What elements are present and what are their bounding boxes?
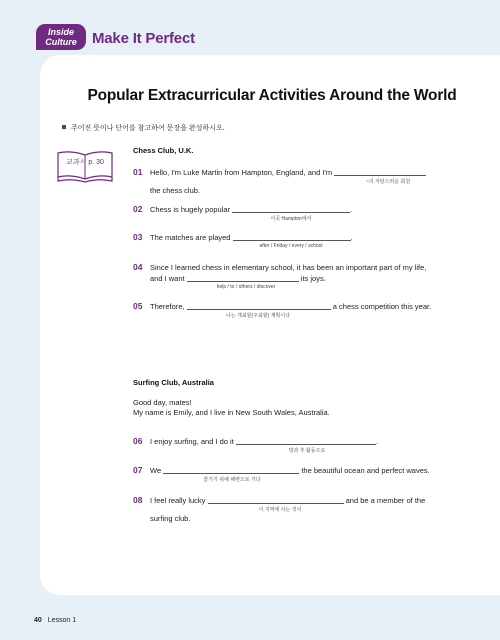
item-number: 03 [133,232,143,242]
worksheet-page [40,55,500,595]
item-05-text: Therefore, [150,302,185,311]
item-07-text: We [150,466,162,475]
surfing-club-title: Surfing Club, Australia [133,378,214,387]
top-bar [0,0,500,62]
chess-club-title: Chess Club, U.K. [133,146,194,155]
item-01-blank[interactable] [334,168,426,176]
item-04-hint: help / to / others / discover [216,284,276,290]
item-08-blank[interactable] [208,496,344,504]
item-04-text-b: and I want [150,274,185,283]
page-number: 40 [34,617,42,624]
bullet-square-icon [62,125,66,129]
inside-culture-badge [36,24,86,50]
item-01-line [150,168,426,177]
item-07-line [150,466,430,475]
item-04-continuation: its joys. [300,274,326,283]
item-02-text: Chess is hugely popular [150,205,231,214]
item-number: 02 [133,204,143,214]
intro-greeting: Good day, mates! [133,398,192,407]
item-05-line [150,302,431,311]
item-05-hint: 나는 개최할(주최할) 계획이다 [225,313,291,319]
open-book-icon [56,150,114,184]
item-04-blank[interactable] [187,274,299,282]
item-number: 07 [133,465,143,475]
item-01-text: Hello, I'm Luke Martin from Hampton, England, and I'm [150,168,333,177]
item-08-continuation-2: surfing club. [150,514,191,523]
textbook-reference [56,150,114,184]
item-05-blank[interactable] [187,302,331,310]
item-number: 04 [133,262,143,272]
textbook-page-label: 교과서 p. 30 [66,159,104,166]
item-03-text: The matches are played [150,233,231,242]
item-03-hint: after / Friday / every / school [259,243,323,249]
instruction-text: 주어진 뜻이나 단어를 참고하여 문장을 완성하시오. [71,125,225,132]
item-02-line [150,205,352,214]
item-03-line [150,233,353,242]
item-06-line [150,437,378,446]
item-04-line [150,274,326,283]
item-number: 01 [133,167,143,177]
item-03-blank[interactable] [233,233,351,241]
item-04-text: Since I learned chess in elementary school, it has been an important part of my life, [150,263,427,272]
item-08-hint: 이 지역에 사는 것이 [258,507,302,513]
item-07-blank[interactable] [163,466,299,474]
item-01-hint: ~의 자랑스러운 회원 [365,179,411,185]
item-06-period: . [375,437,378,446]
page-title: Popular Extracurricular Activities Around the World [87,87,457,104]
item-08-continuation: and be a member of the [345,496,426,505]
lesson-label: Lesson 1 [47,617,77,624]
item-02-blank[interactable] [232,205,353,214]
item-02-period: . [350,205,353,214]
item-03-period: . [350,233,353,242]
badge-line-1: Inside [47,27,74,37]
page-footer [34,617,76,624]
item-07-hint: 즐기기 위해 해변으로 가다 [203,477,261,483]
section-header-title: Make It Perfect [92,30,195,47]
item-06-hint: 방과 후 활동으로 [288,448,326,454]
item-08-text: I feel really lucky [150,496,206,505]
item-05-continuation: a chess competition this year. [332,302,432,311]
item-07-continuation: the beautiful ocean and perfect waves. [301,466,430,475]
item-01-continuation: the chess club. [150,186,201,195]
item-08-line [150,496,425,505]
item-number: 08 [133,495,143,505]
intro-self: My name is Emily, and I live in New South Wales, Australia. [133,408,330,417]
item-number: 05 [133,301,143,311]
item-06-text: I enjoy surfing, and I do it [150,437,234,446]
item-number: 06 [133,436,143,446]
instruction [62,123,225,133]
item-02-hint: 이곳 Hampton에서 [270,216,312,222]
item-06-blank[interactable] [236,437,376,445]
badge-line-2: Culture [45,37,77,47]
